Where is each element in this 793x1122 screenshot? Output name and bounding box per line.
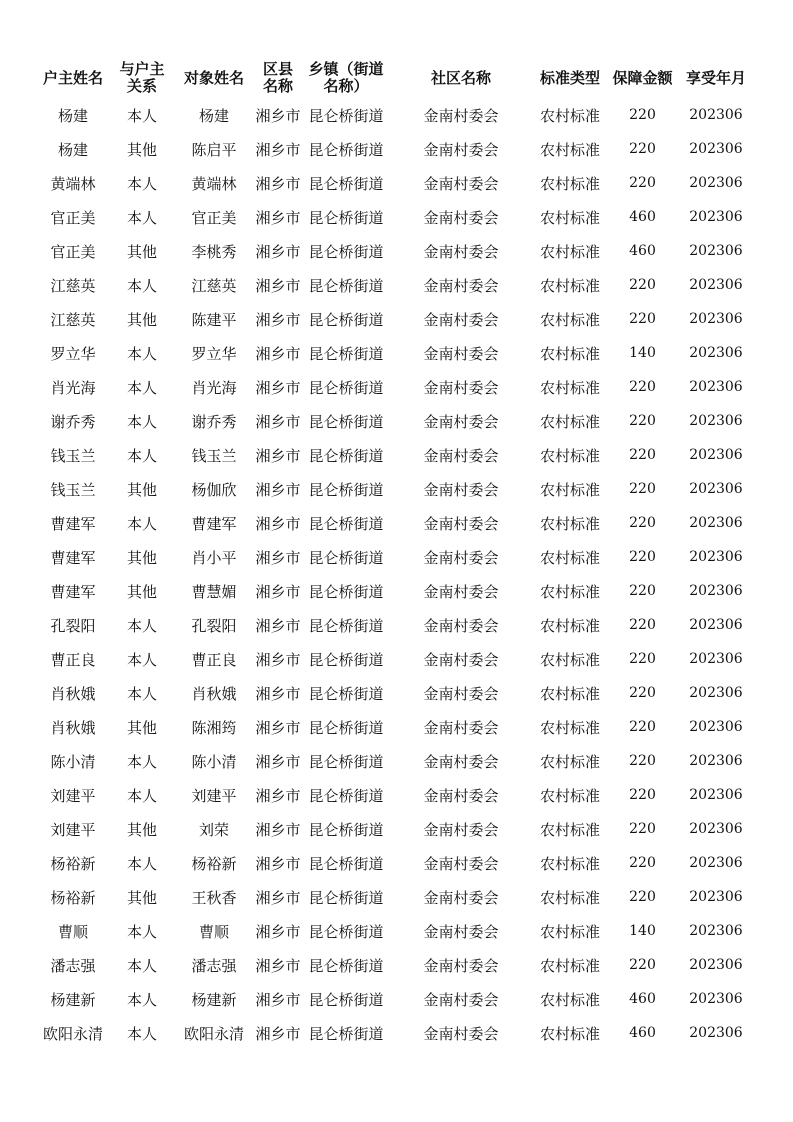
cell-standard-type: 农村标准	[539, 888, 600, 907]
cell-township: 昆仑桥街道	[308, 174, 384, 193]
cell-amount: 460	[629, 1025, 656, 1041]
cell-community: 金南村委会	[423, 514, 499, 533]
cell-relation: 本人	[126, 344, 157, 363]
cell-relation: 本人	[126, 514, 157, 533]
cell-community: 金南村委会	[423, 786, 499, 805]
cell-householder-name: 肖光海	[50, 378, 96, 397]
cell-month: 202306	[689, 549, 743, 565]
cell-township: 昆仑桥街道	[308, 820, 384, 839]
cell-county: 湘乡市	[255, 888, 301, 907]
cell-month: 202306	[689, 481, 743, 497]
cell-relation: 其他	[126, 820, 157, 839]
cell-householder-name: 罗立华	[50, 344, 96, 363]
cell-month: 202306	[689, 447, 743, 463]
cell-community: 金南村委会	[423, 480, 499, 499]
cell-beneficiary-name: 江慈英	[191, 276, 237, 295]
cell-householder-name: 陈小清	[50, 752, 96, 771]
cell-month: 202306	[689, 787, 743, 803]
cell-standard-type: 农村标准	[539, 208, 600, 227]
cell-amount: 220	[629, 141, 656, 157]
cell-amount: 220	[629, 311, 656, 327]
cell-community: 金南村委会	[423, 412, 499, 431]
cell-beneficiary-name: 刘建平	[191, 786, 237, 805]
cell-householder-name: 肖秋娥	[50, 718, 96, 737]
cell-householder-name: 杨裕新	[50, 854, 96, 873]
table-row	[38, 472, 753, 506]
table-row	[38, 642, 753, 676]
cell-community: 金南村委会	[423, 310, 499, 329]
cell-standard-type: 农村标准	[539, 344, 600, 363]
cell-amount: 220	[629, 957, 656, 973]
table-row	[38, 676, 753, 710]
cell-beneficiary-name: 肖秋娥	[191, 684, 237, 703]
table-row	[38, 268, 753, 302]
cell-beneficiary-name: 谢乔秀	[191, 412, 237, 431]
cell-county: 湘乡市	[255, 514, 301, 533]
cell-relation: 其他	[126, 888, 157, 907]
cell-standard-type: 农村标准	[539, 310, 600, 329]
cell-relation: 其他	[126, 310, 157, 329]
cell-householder-name: 孔裂阳	[50, 616, 96, 635]
cell-county: 湘乡市	[255, 582, 301, 601]
cell-county: 湘乡市	[255, 208, 301, 227]
cell-relation: 其他	[126, 140, 157, 159]
cell-community: 金南村委会	[423, 752, 499, 771]
cell-householder-name: 刘建平	[50, 786, 96, 805]
cell-township: 昆仑桥街道	[308, 1024, 384, 1043]
cell-county: 湘乡市	[255, 854, 301, 873]
table-row	[38, 982, 753, 1016]
cell-amount: 220	[629, 685, 656, 701]
cell-township: 昆仑桥街道	[308, 378, 384, 397]
cell-township: 昆仑桥街道	[308, 684, 384, 703]
table-row	[38, 778, 753, 812]
table-row	[38, 166, 753, 200]
table-row	[38, 914, 753, 948]
cell-community: 金南村委会	[423, 548, 499, 567]
cell-standard-type: 农村标准	[539, 650, 600, 669]
cell-township: 昆仑桥街道	[308, 990, 384, 1009]
cell-beneficiary-name: 曹慧媚	[191, 582, 237, 601]
cell-householder-name: 曹顺	[57, 922, 88, 941]
cell-county: 湘乡市	[255, 752, 301, 771]
cell-relation: 本人	[126, 378, 157, 397]
table-row	[38, 948, 753, 982]
cell-community: 金南村委会	[423, 820, 499, 839]
cell-householder-name: 杨建	[57, 140, 88, 159]
cell-relation: 其他	[126, 480, 157, 499]
cell-amount: 220	[629, 821, 656, 837]
cell-amount: 220	[629, 617, 656, 633]
cell-amount: 220	[629, 719, 656, 735]
cell-householder-name: 黄端林	[50, 174, 96, 193]
cell-amount: 220	[629, 515, 656, 531]
cell-standard-type: 农村标准	[539, 854, 600, 873]
table-row	[38, 234, 753, 268]
cell-county: 湘乡市	[255, 446, 301, 465]
cell-relation: 本人	[126, 650, 157, 669]
cell-county: 湘乡市	[255, 616, 301, 635]
cell-community: 金南村委会	[423, 854, 499, 873]
cell-county: 湘乡市	[255, 480, 301, 499]
cell-amount: 220	[629, 753, 656, 769]
cell-township: 昆仑桥街道	[308, 310, 384, 329]
table-row	[38, 880, 753, 914]
cell-standard-type: 农村标准	[539, 990, 600, 1009]
cell-county: 湘乡市	[255, 684, 301, 703]
cell-beneficiary-name: 曹正良	[191, 650, 237, 669]
cell-county: 湘乡市	[255, 310, 301, 329]
header-amount: 保障金额	[612, 68, 673, 87]
cell-township: 昆仑桥街道	[308, 752, 384, 771]
table-row	[38, 370, 753, 404]
cell-beneficiary-name: 王秋香	[191, 888, 237, 907]
cell-township: 昆仑桥街道	[308, 208, 384, 227]
cell-householder-name: 潘志强	[50, 956, 96, 975]
cell-month: 202306	[689, 583, 743, 599]
cell-month: 202306	[689, 957, 743, 973]
cell-beneficiary-name: 刘荣	[198, 820, 229, 839]
cell-county: 湘乡市	[255, 242, 301, 261]
cell-standard-type: 农村标准	[539, 684, 600, 703]
cell-month: 202306	[689, 209, 743, 225]
cell-month: 202306	[689, 753, 743, 769]
cell-householder-name: 江慈英	[50, 310, 96, 329]
header-community: 社区名称	[430, 68, 491, 87]
cell-amount: 220	[629, 787, 656, 803]
cell-township: 昆仑桥街道	[308, 582, 384, 601]
cell-amount: 460	[629, 209, 656, 225]
cell-township: 昆仑桥街道	[308, 650, 384, 669]
cell-relation: 其他	[126, 582, 157, 601]
cell-amount: 220	[629, 549, 656, 565]
cell-month: 202306	[689, 923, 743, 939]
cell-beneficiary-name: 李桃秀	[191, 242, 237, 261]
cell-community: 金南村委会	[423, 344, 499, 363]
cell-township: 昆仑桥街道	[308, 242, 384, 261]
cell-relation: 本人	[126, 786, 157, 805]
cell-county: 湘乡市	[255, 1024, 301, 1043]
cell-county: 湘乡市	[255, 650, 301, 669]
cell-relation: 本人	[126, 956, 157, 975]
cell-township: 昆仑桥街道	[308, 548, 384, 567]
cell-standard-type: 农村标准	[539, 378, 600, 397]
cell-standard-type: 农村标准	[539, 752, 600, 771]
header-beneficiary-name: 对象姓名	[183, 68, 244, 87]
cell-amount: 220	[629, 107, 656, 123]
cell-householder-name: 曹建军	[50, 582, 96, 601]
cell-relation: 本人	[126, 174, 157, 193]
cell-community: 金南村委会	[423, 276, 499, 295]
table-row	[38, 710, 753, 744]
cell-standard-type: 农村标准	[539, 616, 600, 635]
cell-county: 湘乡市	[255, 106, 301, 125]
cell-beneficiary-name: 陈小清	[191, 752, 237, 771]
cell-township: 昆仑桥街道	[308, 922, 384, 941]
table-row	[38, 1016, 753, 1050]
cell-amount: 220	[629, 583, 656, 599]
cell-standard-type: 农村标准	[539, 242, 600, 261]
cell-householder-name: 杨裕新	[50, 888, 96, 907]
cell-amount: 220	[629, 277, 656, 293]
table-row	[38, 608, 753, 642]
cell-county: 湘乡市	[255, 378, 301, 397]
cell-township: 昆仑桥街道	[308, 446, 384, 465]
cell-relation: 本人	[126, 684, 157, 703]
cell-relation: 其他	[126, 718, 157, 737]
cell-beneficiary-name: 钱玉兰	[191, 446, 237, 465]
cell-householder-name: 曹建军	[50, 514, 96, 533]
cell-township: 昆仑桥街道	[308, 854, 384, 873]
cell-county: 湘乡市	[255, 548, 301, 567]
table-row	[38, 200, 753, 234]
cell-township: 昆仑桥街道	[308, 106, 384, 125]
cell-community: 金南村委会	[423, 922, 499, 941]
table-row	[38, 336, 753, 370]
cell-beneficiary-name: 陈湘筠	[191, 718, 237, 737]
cell-community: 金南村委会	[423, 1024, 499, 1043]
cell-township: 昆仑桥街道	[308, 616, 384, 635]
table-row	[38, 302, 753, 336]
cell-beneficiary-name: 欧阳永清	[183, 1024, 244, 1043]
cell-month: 202306	[689, 277, 743, 293]
cell-community: 金南村委会	[423, 888, 499, 907]
table-row	[38, 506, 753, 540]
table-row	[38, 744, 753, 778]
cell-month: 202306	[689, 345, 743, 361]
cell-community: 金南村委会	[423, 242, 499, 261]
table-row	[38, 132, 753, 166]
cell-standard-type: 农村标准	[539, 582, 600, 601]
cell-amount: 220	[629, 889, 656, 905]
cell-beneficiary-name: 孔裂阳	[191, 616, 237, 635]
cell-county: 湘乡市	[255, 718, 301, 737]
cell-relation: 本人	[126, 854, 157, 873]
cell-month: 202306	[689, 311, 743, 327]
cell-householder-name: 杨建	[57, 106, 88, 125]
cell-amount: 220	[629, 175, 656, 191]
cell-relation: 本人	[126, 752, 157, 771]
cell-township: 昆仑桥街道	[308, 888, 384, 907]
cell-beneficiary-name: 曹顺	[198, 922, 229, 941]
cell-relation: 其他	[126, 548, 157, 567]
header-month: 享受年月	[685, 68, 746, 87]
cell-amount: 220	[629, 413, 656, 429]
header-standard-type: 标准类型	[539, 68, 600, 87]
cell-township: 昆仑桥街道	[308, 786, 384, 805]
cell-householder-name: 刘建平	[50, 820, 96, 839]
cell-month: 202306	[689, 515, 743, 531]
cell-township: 昆仑桥街道	[308, 140, 384, 159]
cell-month: 202306	[689, 413, 743, 429]
cell-householder-name: 官正美	[50, 208, 96, 227]
header-relation: 与户主 关系	[119, 60, 165, 95]
cell-standard-type: 农村标准	[539, 412, 600, 431]
cell-amount: 220	[629, 481, 656, 497]
cell-township: 昆仑桥街道	[308, 956, 384, 975]
cell-county: 湘乡市	[255, 174, 301, 193]
cell-householder-name: 肖秋娥	[50, 684, 96, 703]
assistance-table	[38, 58, 753, 1050]
cell-beneficiary-name: 杨建	[198, 106, 229, 125]
cell-relation: 本人	[126, 276, 157, 295]
cell-relation: 本人	[126, 1024, 157, 1043]
cell-community: 金南村委会	[423, 684, 499, 703]
table-row	[38, 574, 753, 608]
header-householder-name: 户主姓名	[42, 68, 103, 87]
cell-township: 昆仑桥街道	[308, 412, 384, 431]
cell-relation: 其他	[126, 242, 157, 261]
cell-month: 202306	[689, 243, 743, 259]
cell-amount: 140	[629, 345, 656, 361]
cell-beneficiary-name: 杨建新	[191, 990, 237, 1009]
table-row	[38, 812, 753, 846]
cell-month: 202306	[689, 107, 743, 123]
cell-county: 湘乡市	[255, 990, 301, 1009]
cell-standard-type: 农村标准	[539, 446, 600, 465]
cell-month: 202306	[689, 991, 743, 1007]
cell-community: 金南村委会	[423, 446, 499, 465]
header-row	[38, 58, 753, 98]
cell-standard-type: 农村标准	[539, 140, 600, 159]
header-township: 乡镇（街道 名称）	[308, 60, 384, 95]
cell-county: 湘乡市	[255, 922, 301, 941]
cell-beneficiary-name: 肖光海	[191, 378, 237, 397]
table-row	[38, 98, 753, 132]
cell-month: 202306	[689, 379, 743, 395]
cell-community: 金南村委会	[423, 650, 499, 669]
cell-month: 202306	[689, 685, 743, 701]
cell-standard-type: 农村标准	[539, 480, 600, 499]
cell-amount: 220	[629, 379, 656, 395]
cell-community: 金南村委会	[423, 140, 499, 159]
cell-month: 202306	[689, 651, 743, 667]
cell-community: 金南村委会	[423, 616, 499, 635]
cell-relation: 本人	[126, 208, 157, 227]
cell-county: 湘乡市	[255, 786, 301, 805]
cell-relation: 本人	[126, 616, 157, 635]
cell-month: 202306	[689, 617, 743, 633]
cell-amount: 460	[629, 243, 656, 259]
cell-month: 202306	[689, 175, 743, 191]
cell-standard-type: 农村标准	[539, 956, 600, 975]
table-row	[38, 540, 753, 574]
cell-beneficiary-name: 潘志强	[191, 956, 237, 975]
cell-county: 湘乡市	[255, 412, 301, 431]
header-county: 区县 名称	[262, 60, 293, 95]
cell-county: 湘乡市	[255, 276, 301, 295]
cell-community: 金南村委会	[423, 990, 499, 1009]
cell-standard-type: 农村标准	[539, 106, 600, 125]
cell-beneficiary-name: 杨裕新	[191, 854, 237, 873]
cell-township: 昆仑桥街道	[308, 276, 384, 295]
cell-community: 金南村委会	[423, 956, 499, 975]
cell-amount: 140	[629, 923, 656, 939]
cell-county: 湘乡市	[255, 344, 301, 363]
cell-beneficiary-name: 杨伽欣	[191, 480, 237, 499]
cell-month: 202306	[689, 719, 743, 735]
cell-beneficiary-name: 肖小平	[191, 548, 237, 567]
cell-householder-name: 曹正良	[50, 650, 96, 669]
cell-month: 202306	[689, 141, 743, 157]
cell-standard-type: 农村标准	[539, 922, 600, 941]
cell-amount: 220	[629, 447, 656, 463]
cell-beneficiary-name: 罗立华	[191, 344, 237, 363]
cell-township: 昆仑桥街道	[308, 344, 384, 363]
cell-householder-name: 欧阳永清	[42, 1024, 103, 1043]
cell-beneficiary-name: 黄端林	[191, 174, 237, 193]
cell-month: 202306	[689, 821, 743, 837]
cell-community: 金南村委会	[423, 582, 499, 601]
cell-relation: 本人	[126, 446, 157, 465]
cell-amount: 460	[629, 991, 656, 1007]
cell-amount: 220	[629, 651, 656, 667]
cell-householder-name: 钱玉兰	[50, 446, 96, 465]
cell-community: 金南村委会	[423, 174, 499, 193]
cell-township: 昆仑桥街道	[308, 480, 384, 499]
cell-standard-type: 农村标准	[539, 718, 600, 737]
cell-amount: 220	[629, 855, 656, 871]
cell-relation: 本人	[126, 922, 157, 941]
cell-householder-name: 钱玉兰	[50, 480, 96, 499]
cell-standard-type: 农村标准	[539, 1024, 600, 1043]
cell-beneficiary-name: 陈启平	[191, 140, 237, 159]
cell-township: 昆仑桥街道	[308, 514, 384, 533]
table-row	[38, 438, 753, 472]
table-row	[38, 846, 753, 880]
cell-beneficiary-name: 官正美	[191, 208, 237, 227]
cell-standard-type: 农村标准	[539, 174, 600, 193]
cell-county: 湘乡市	[255, 956, 301, 975]
cell-beneficiary-name: 陈建平	[191, 310, 237, 329]
cell-standard-type: 农村标准	[539, 820, 600, 839]
cell-month: 202306	[689, 855, 743, 871]
cell-county: 湘乡市	[255, 140, 301, 159]
cell-month: 202306	[689, 889, 743, 905]
cell-county: 湘乡市	[255, 820, 301, 839]
cell-householder-name: 江慈英	[50, 276, 96, 295]
cell-relation: 本人	[126, 990, 157, 1009]
cell-householder-name: 曹建军	[50, 548, 96, 567]
cell-householder-name: 官正美	[50, 242, 96, 261]
cell-householder-name: 谢乔秀	[50, 412, 96, 431]
cell-community: 金南村委会	[423, 106, 499, 125]
cell-standard-type: 农村标准	[539, 548, 600, 567]
table-body	[38, 98, 753, 1050]
cell-beneficiary-name: 曹建军	[191, 514, 237, 533]
cell-householder-name: 杨建新	[50, 990, 96, 1009]
cell-community: 金南村委会	[423, 208, 499, 227]
cell-standard-type: 农村标准	[539, 786, 600, 805]
cell-township: 昆仑桥街道	[308, 718, 384, 737]
cell-community: 金南村委会	[423, 378, 499, 397]
cell-month: 202306	[689, 1025, 743, 1041]
cell-relation: 本人	[126, 106, 157, 125]
cell-relation: 本人	[126, 412, 157, 431]
table-row	[38, 404, 753, 438]
cell-standard-type: 农村标准	[539, 276, 600, 295]
cell-community: 金南村委会	[423, 718, 499, 737]
cell-standard-type: 农村标准	[539, 514, 600, 533]
